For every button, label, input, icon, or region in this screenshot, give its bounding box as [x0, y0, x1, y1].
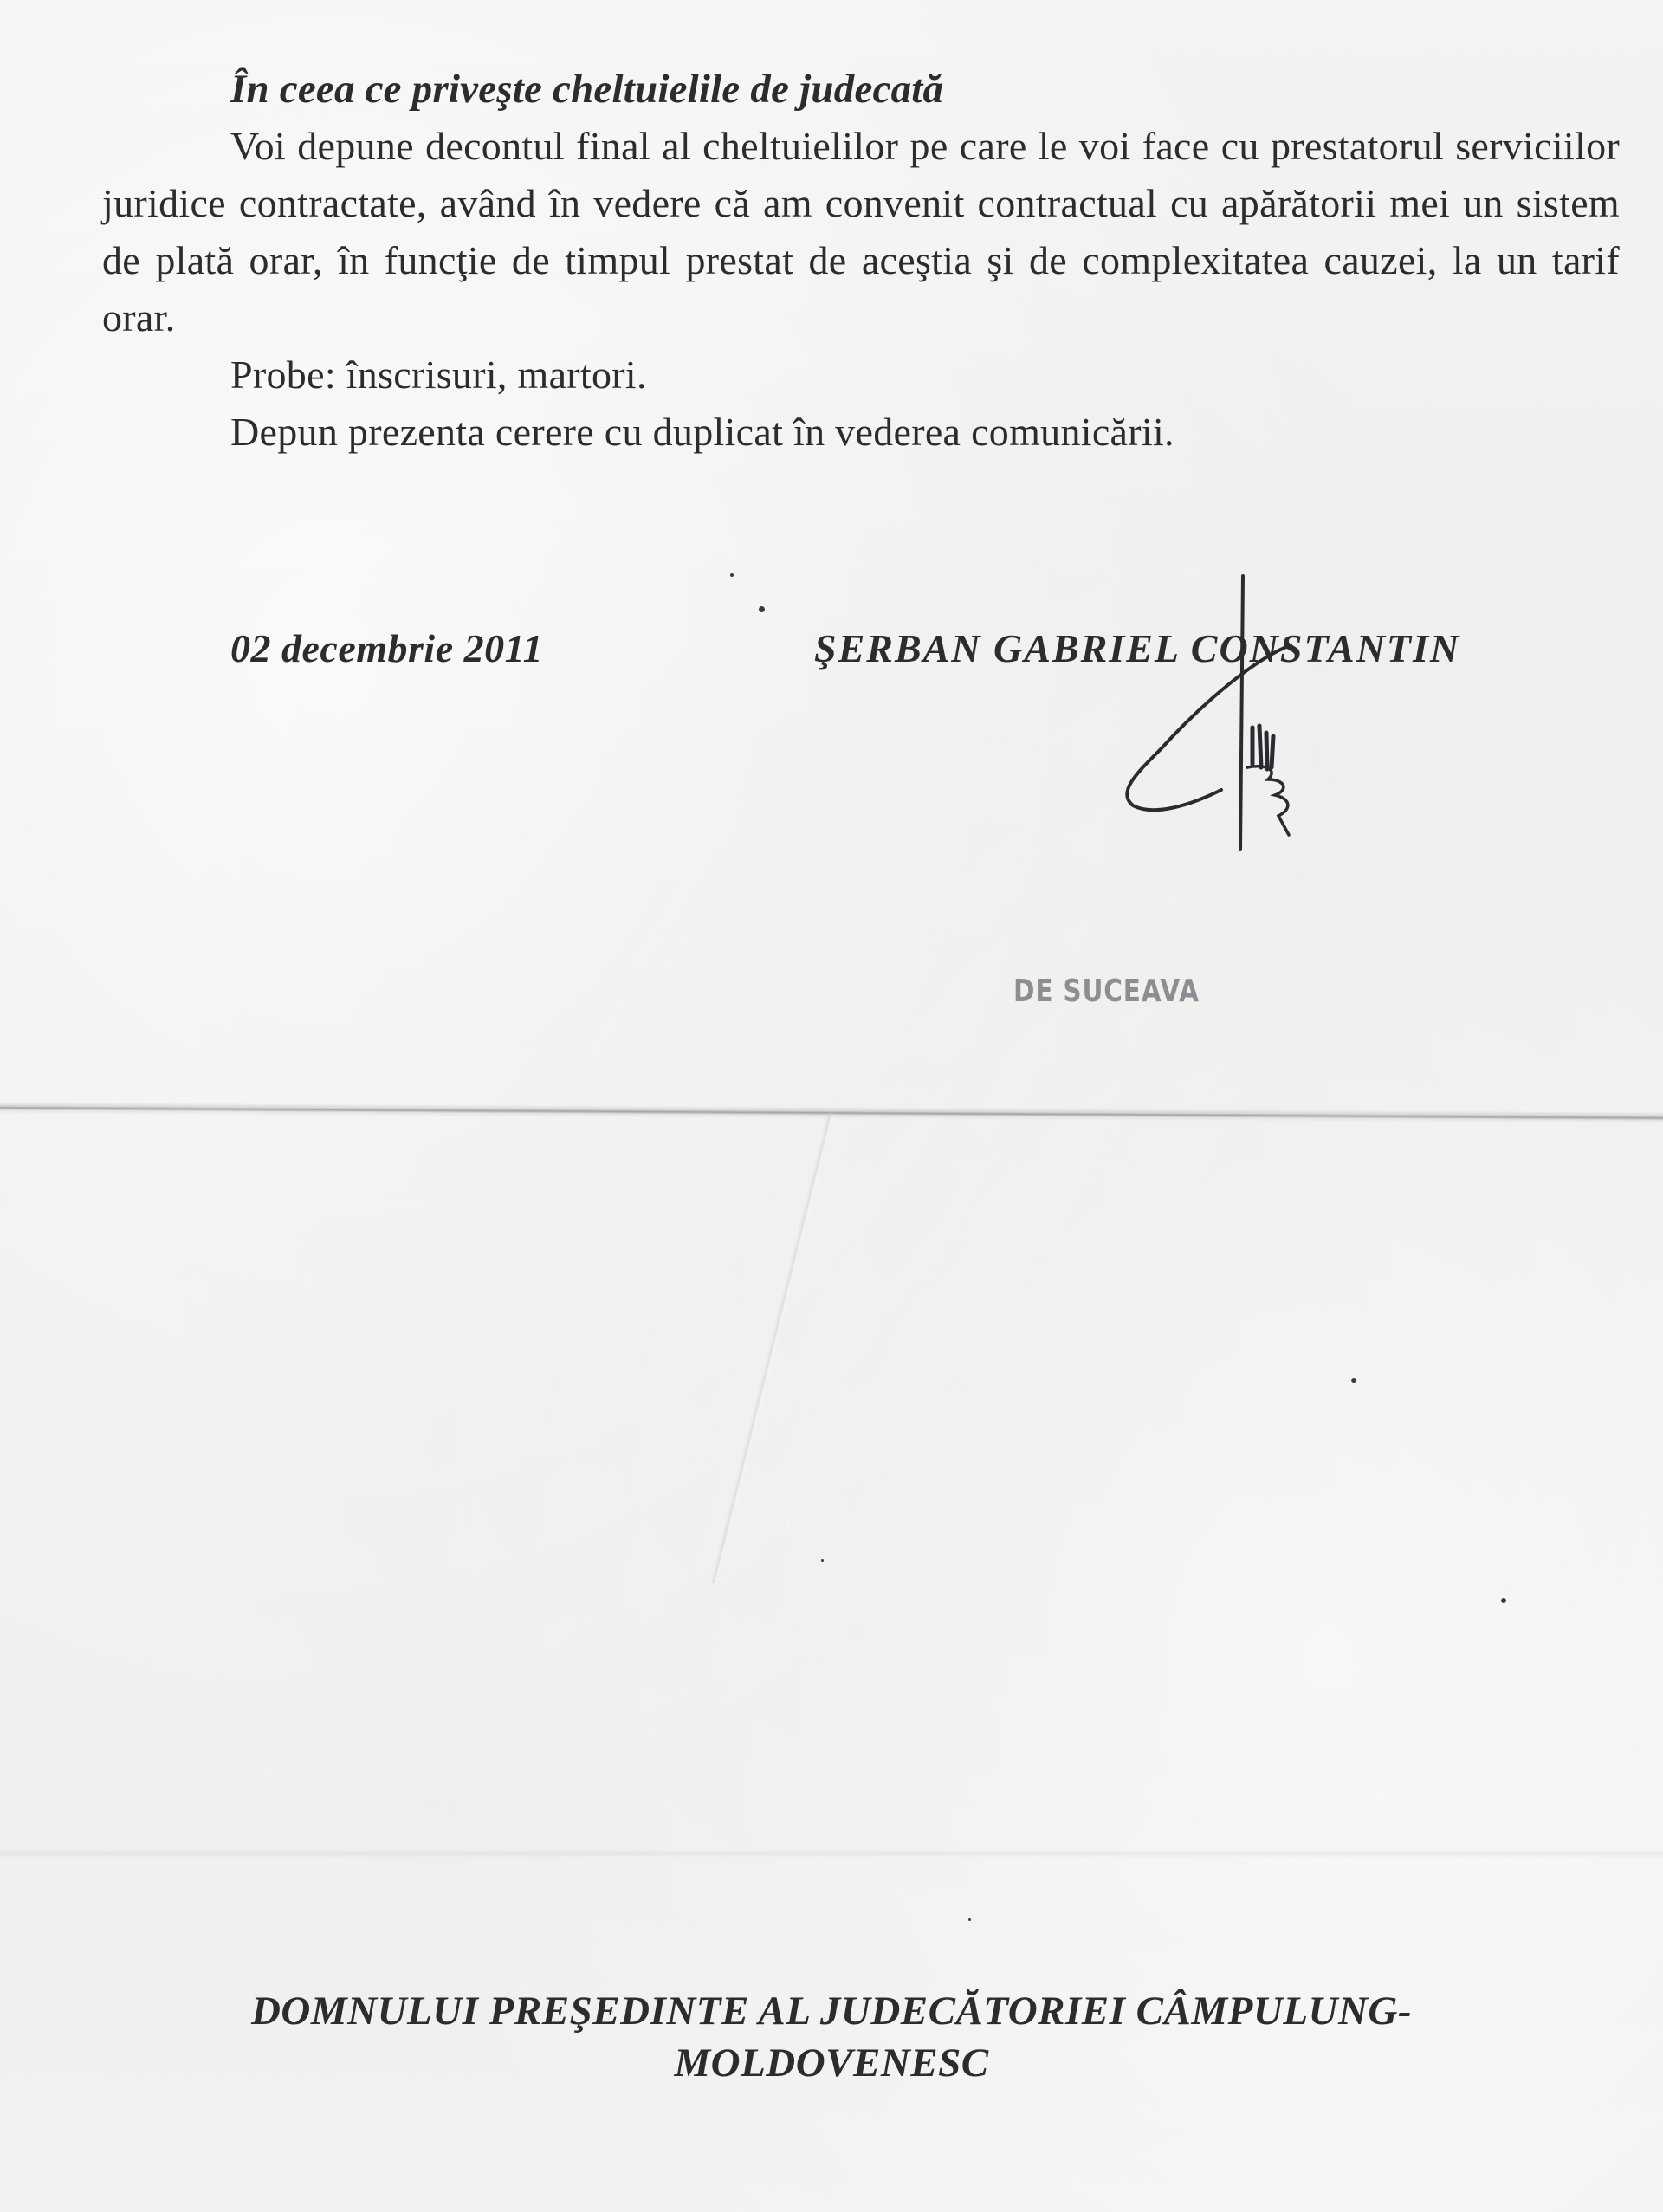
- paper-fold-vertical: [710, 1112, 836, 1585]
- paper-speck: [730, 573, 734, 577]
- paper-fold-lower: [0, 1849, 1663, 1858]
- signer-name: ŞERBAN GABRIEL CONSTANTIN: [814, 626, 1461, 670]
- document-date: 02 decembrie 2011: [230, 626, 544, 670]
- addressee-line-2: MOLDOVENESC: [674, 2041, 989, 2086]
- costs-paragraph: Voi depune decontul final al cheltuielilor pe care le voi face cu prestatorul serviciilor juridice contractate, având în vedere că am convenit contractual cu apărătorii mei un sistem de plată orar, în funcţie de timpul prestat de aceştia şi de complexitatea cauzei, la un tarif orar.: [102, 124, 1620, 340]
- addressee: [0, 1985, 1663, 2089]
- paper-speck: [968, 1918, 971, 1921]
- paper-speck: [1351, 1378, 1356, 1383]
- handwritten-signature: [1083, 563, 1308, 857]
- addressee-line-1: DOMNULUI PREŞEDINTE AL JUDECĂTORIEI CÂMPULUNG-: [250, 1989, 1413, 2034]
- section-heading: În ceea ce priveşte cheltuielile de judecată: [230, 67, 944, 112]
- stamp-text: DE SUCEAVA: [1013, 973, 1200, 1009]
- body-text: [102, 61, 1620, 461]
- duplicate-line: Depun prezenta cerere cu duplicat în vederea comunicării.: [230, 410, 1174, 454]
- paper-speck: [1501, 1598, 1506, 1603]
- evidence-line: Probe: înscrisuri, martori.: [230, 352, 647, 397]
- paper-speck: [821, 1559, 824, 1562]
- paper-speck: [759, 606, 765, 612]
